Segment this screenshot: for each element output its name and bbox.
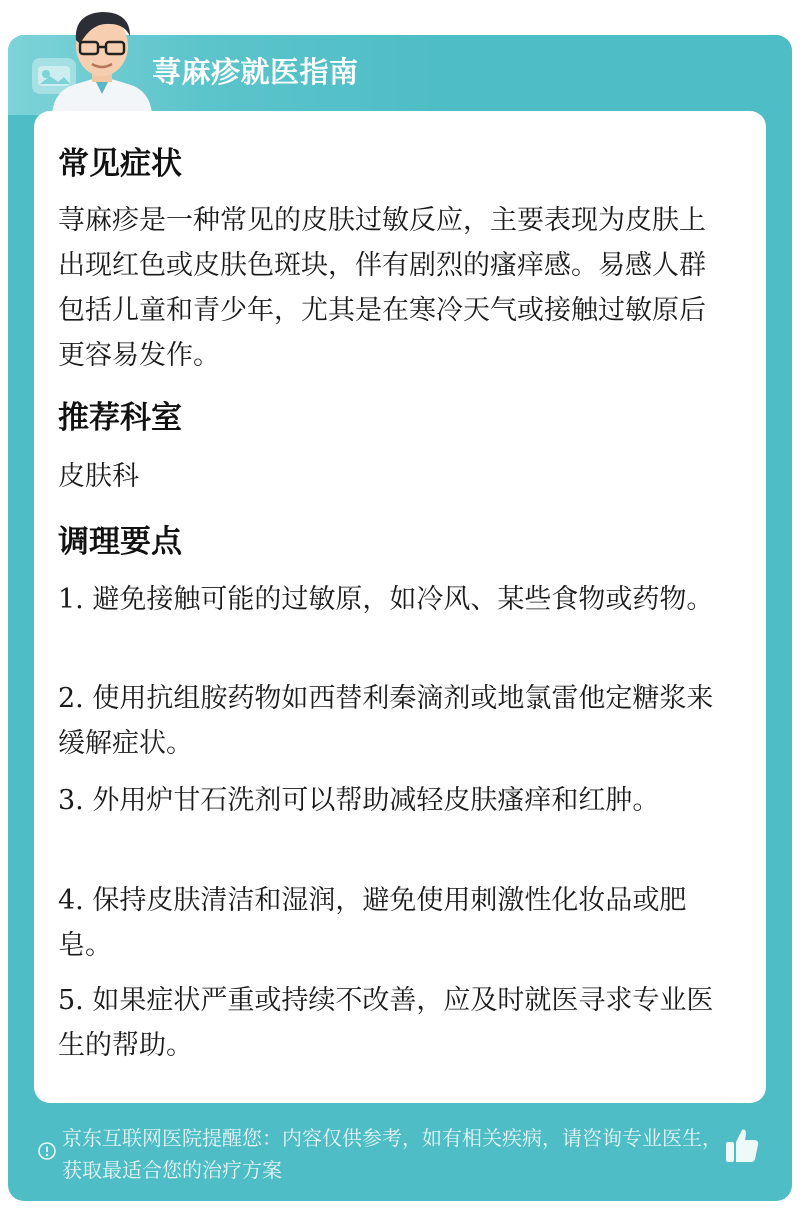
care-item-text: 避免接触可能的过敏原，如冷风、某些食物或药物。 <box>92 584 714 615</box>
section-heading-care: 调理要点 <box>58 524 182 560</box>
care-item-number: 3. <box>58 785 84 816</box>
care-item-number: 4. <box>58 885 84 916</box>
care-item-5 <box>58 978 728 1068</box>
care-item-text: 保持皮肤清洁和湿润，避免使用刺激性化妆品或肥皂。 <box>58 885 687 961</box>
doctor-avatar <box>46 6 158 114</box>
page-title: 荨麻疹就医指南 <box>152 55 359 89</box>
care-item-number: 5. <box>58 985 84 1016</box>
care-item-3 <box>58 778 728 823</box>
care-item-number: 2. <box>58 683 84 714</box>
symptoms-text: 荨麻疹是一种常见的皮肤过敏反应，主要表现为皮肤上出现红色或皮肤色斑块，伴有剧烈的瘙痒感。易感人群包括儿童和青少年，尤其是在寒冷天气或接触过敏原后更容易发作。 <box>58 205 706 371</box>
info-icon <box>37 1141 57 1161</box>
care-item-text: 外用炉甘石洗剂可以帮助减轻皮肤瘙痒和红肿。 <box>92 785 660 816</box>
care-item-2 <box>58 676 728 766</box>
section-heading-department: 推荐科室 <box>58 400 182 436</box>
care-item-text: 如果症状严重或持续不改善，应及时就医寻求专业医生的帮助。 <box>58 985 714 1061</box>
care-item-1 <box>58 577 728 622</box>
care-item-4 <box>58 878 728 968</box>
care-item-text: 使用抗组胺药物如西替利秦滴剂或地氯雷他定糖浆来缓解症状。 <box>58 683 714 759</box>
thumbs-up-icon[interactable] <box>724 1126 760 1166</box>
section-heading-symptoms: 常见症状 <box>58 146 182 182</box>
department-text: 皮肤科 <box>58 461 139 492</box>
disclaimer-text: 京东互联网医院提醒您：内容仅供参考，如有相关疾病，请咨询专业医生，获取最适合您的治疗方案 <box>62 1126 722 1182</box>
care-item-number: 1. <box>58 584 84 615</box>
